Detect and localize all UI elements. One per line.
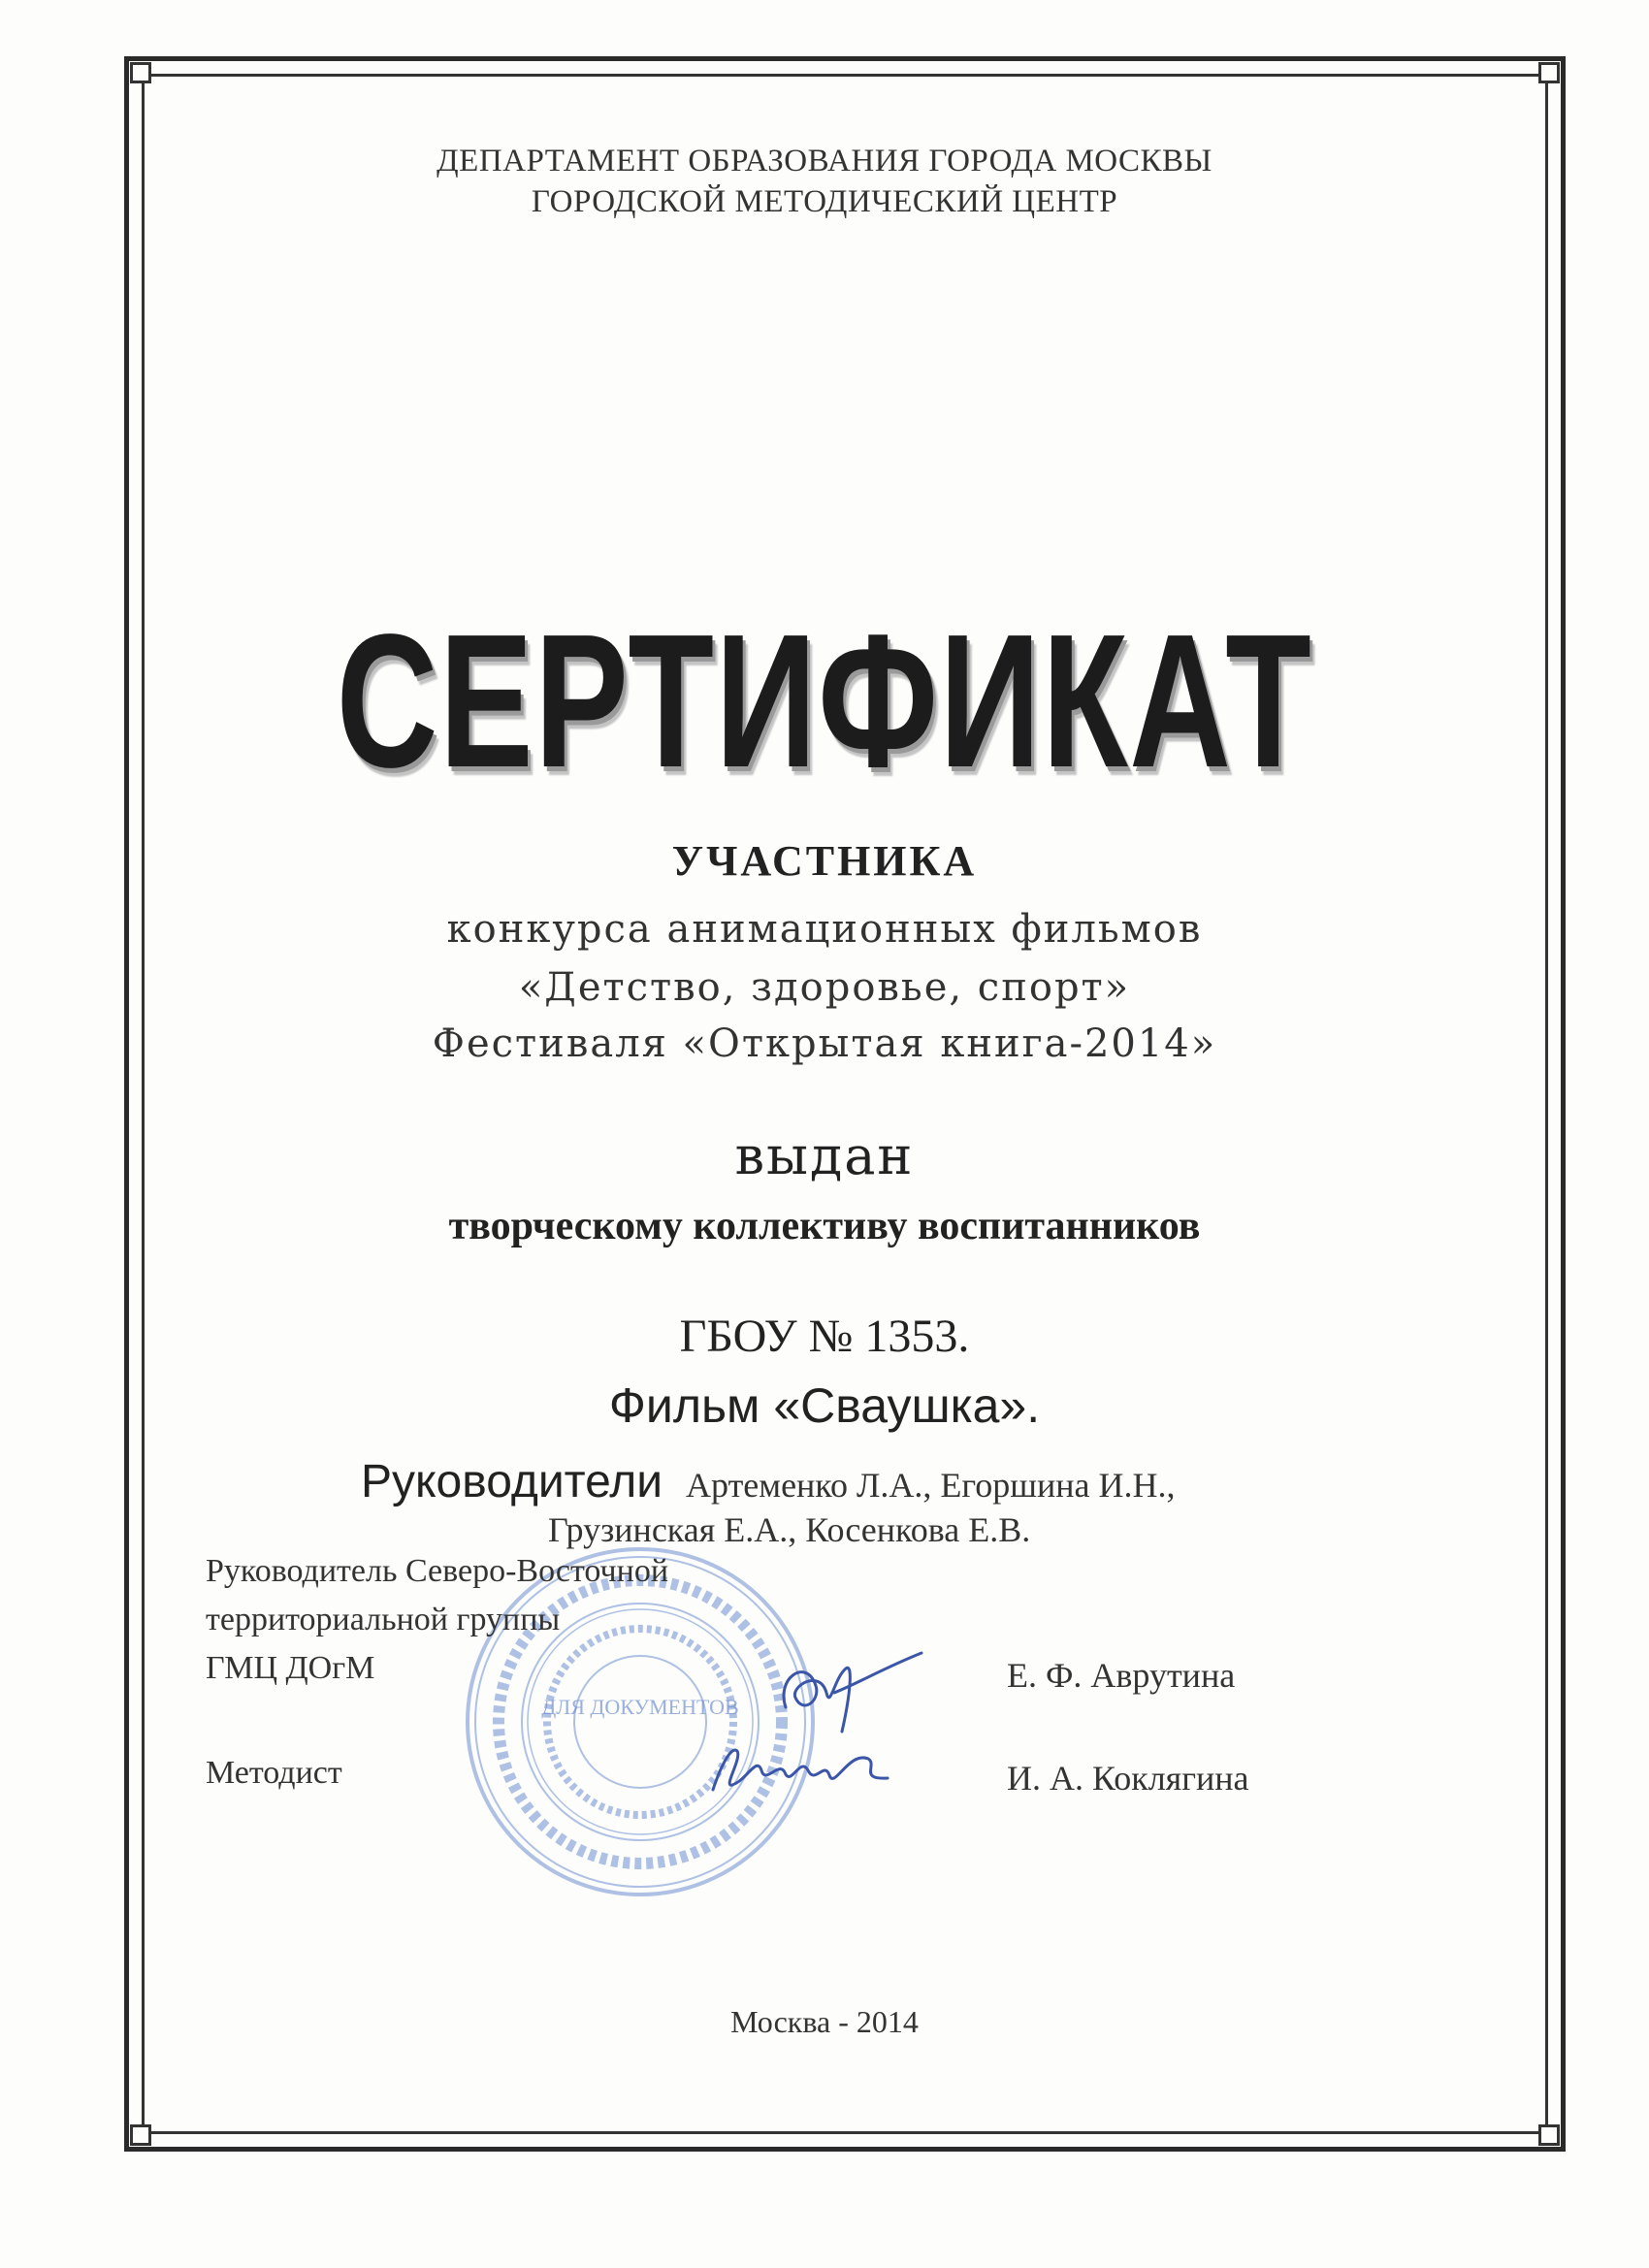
city-year: Москва - 2014 (730, 2004, 919, 2039)
signatory-1-name: Е. Ф. Аврутина (1007, 1656, 1236, 1695)
issued-label: выдан (734, 1125, 915, 1186)
school-line: ГБОУ № 1353. (679, 1311, 970, 1362)
signatory-1-role-line-1: Руководитель Северо-Восточной (206, 1553, 669, 1589)
leaders-label: Руководители (361, 1456, 663, 1507)
border-corner-top-left (130, 62, 151, 83)
film-line: Фильм «Сваушка». (608, 1378, 1041, 1433)
signatory-1-role-line-2: территориальной группы (206, 1602, 561, 1637)
border-corner-bottom-right (1538, 2124, 1560, 2146)
signatory-1-role-line-3: ГМЦ ДОгМ (206, 1650, 375, 1686)
border-corner-bottom-left (130, 2124, 151, 2146)
stamp-center-text: ДЛЯ ДОКУМЕНТОВ (541, 1695, 739, 1719)
contest-line-1: конкурса анимационных фильмов (446, 907, 1203, 952)
border-corner-top-right (1538, 62, 1560, 83)
leaders-names-line-2: Грузинская Е.А., Косенкова Е.В. (548, 1510, 1031, 1549)
department-line: ДЕПАРТАМЕНТ ОБРАЗОВАНИЯ ГОРОДА МОСКВЫ (436, 144, 1212, 178)
center-line: ГОРОДСКОЙ МЕТОДИЧЕСКИЙ ЦЕНТР (531, 184, 1118, 219)
certificate-title: СЕРТИФИКАТ (336, 595, 1313, 807)
leaders-row (361, 1455, 1175, 1508)
signature-avrutina (766, 1639, 931, 1746)
inner-border (142, 74, 1548, 2134)
signatory-2-name: И. А. Коклягина (1007, 1759, 1249, 1798)
contest-line-2: «Детство, здоровье, спорт» (518, 965, 1131, 1010)
participant-heading: УЧАСТНИКА (671, 837, 978, 885)
contest-line-3: Фестиваля «Открытая книга-2014» (432, 1021, 1217, 1066)
signatory-2-role: Методист (206, 1755, 342, 1791)
leaders-names-line-1: Артеменко Л.А., Егоршина И.Н., (686, 1466, 1176, 1505)
recipient-line: творческому коллективу воспитанников (448, 1204, 1201, 1248)
signature-koklyagina (703, 1732, 897, 1809)
